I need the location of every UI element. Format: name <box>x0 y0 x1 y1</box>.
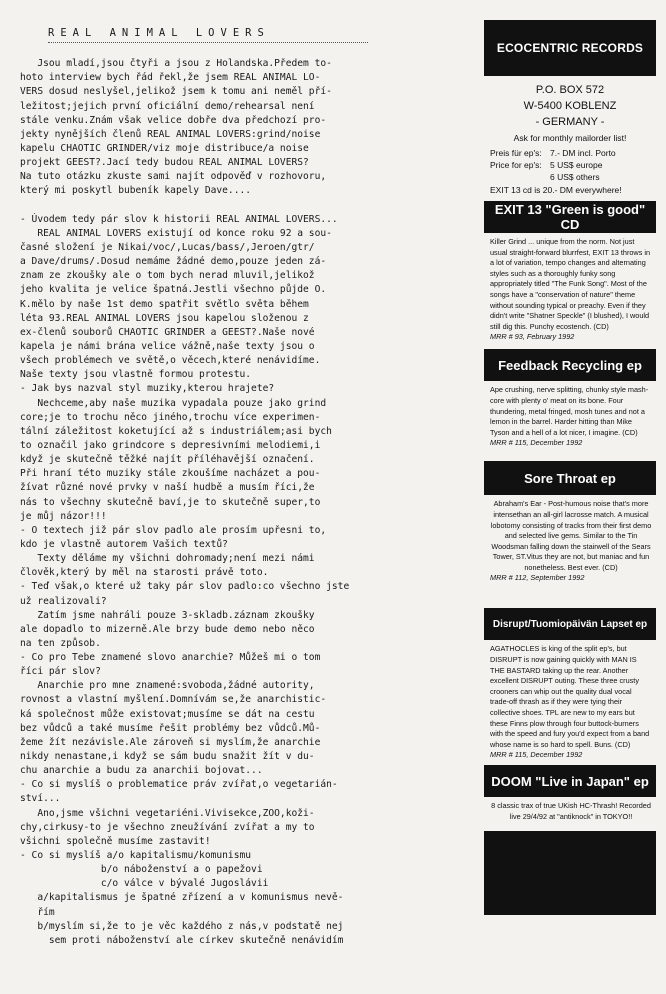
interview-column <box>20 26 475 948</box>
price-value: 6 US$ others <box>550 172 600 182</box>
interview-line: - Teď však,o které už taky pár slov padlo:co všechno jste <box>20 581 350 593</box>
price-value: 7.- DM incl. Porto <box>550 148 616 158</box>
interview-line: b/o náboženství a o papežovi <box>20 864 263 876</box>
interview-line: bez vůdců a také musíme řešit problémy bez vůdců.Mů- <box>20 722 321 734</box>
interview-line: ex-členů souborů CHAOTIC GRINDER a GEEST?.Naše nové <box>20 326 315 338</box>
interview-line: Nechceme,aby naše muzika vypadala pouze jako grind <box>20 397 327 409</box>
interview-line: stále venku.Znám však velice dobře dva předchozí pro- <box>20 114 327 126</box>
interview-line: - Jak bys nazval styl muziky,kterou hrajete? <box>20 383 275 395</box>
black-filler-box <box>484 831 656 915</box>
interview-line: - Úvodem tedy pár slov k historii REAL ANIMAL LOVERS... <box>20 213 338 225</box>
interview-line: léta 93.REAL ANIMAL LOVERS jsou kapelou složenou z <box>20 312 309 324</box>
interview-line: všichni společně musíme zastavit! <box>20 835 211 847</box>
interview-line: ale dopadlo to mizerně.Ale brzy bude demo nebo něco <box>20 623 315 635</box>
interview-line: nás to všechny skutečně baví,je to skutečně super,to <box>20 496 321 508</box>
disrupt-split-title: Disrupt/Tuomiopäivän Lapset ep <box>484 608 656 640</box>
disrupt-split-review: AGATHOCLES is king of the split ep's, but DISRUPT is now gaining quickly with MAN IS THE BASTARD taking up the rear. Another excellent DISRUPT outing. These three crusty crooners can whip out the quality dual vocal trade-off thrash as if they were tying their collective shoes. TPL are new to my ears but these Finns plow through four buttock-burners with the speed and fury you'd expect from a band whose name is so hard to spell. Buns. (CD) <box>490 644 650 749</box>
interview-line: znam ze zkoušky ale o tom bych nerad mluvil,jelikož <box>20 270 315 282</box>
interview-line: chy,cirkusy-to je všechno zneužívání zvířat a my to <box>20 821 315 833</box>
exit13-review: Killer Grind ... unique from the norm. Not just usual straight-forward blurrfest, EXIT 13 throws in a lot of variation, tempo changes and alternating styles such as a thoroughly funky song appropriately titled "The Funk Song". Most of the songs have a "conservation of nature" theme without sounding typical or preachy. Even if they didn't write "Shatner Speckle" (I blushed), I would still dig this. Punchy ecostench. (CD) <box>490 237 651 331</box>
address-line: W-5400 KOBLENZ <box>523 100 617 112</box>
interview-line: ležitost;jejich první oficiální demo/rehearsal není <box>20 100 315 112</box>
exit13-price-note: EXIT 13 cd is 20.- DM everywhere! <box>490 185 622 195</box>
interview-line: REAL ANIMAL LOVERS existují od konce roku 92 a sou- <box>20 227 332 239</box>
interview-line: jekty nynějších členů REAL ANIMAL LOVERS:grind/noise <box>20 128 321 140</box>
interview-line: rovnost a vlastní myšlení.Domnívám se,že anarchistic- <box>20 694 327 706</box>
interview-line: Anarchie pro mne znamené:svoboda,žádné autority, <box>20 680 315 692</box>
label-name-banner: ECOCENTRIC RECORDS <box>484 20 656 76</box>
interview-line: hoto interview bych řád řekl,že jsem REAL ANIMAL LO- <box>20 72 321 84</box>
interview-line: kapelu CHAOTIC GRINDER/viz moje distribuce/a noise <box>20 143 309 154</box>
interview-line: sem proti náboženství ale církev skutečně nenávidím <box>20 934 344 946</box>
interview-line: - Co pro Tebe znamené slovo anarchie? Můžeš mi o tom <box>20 652 321 664</box>
interview-line: Naše texty jsou vlastně formou protestu. <box>20 369 252 381</box>
interview-line: žívat různé nové prvky v naší hudbě a musím říci,že <box>20 482 315 494</box>
sore-throat-source: MRR # 112, September 1992 <box>490 573 585 583</box>
interview-line: tální záležitost koketující až s industriálem;asi bych <box>20 425 332 437</box>
interview-line: to označil jako grindcore s depresivními melodiemi,i <box>20 439 321 451</box>
article-title: REAL ANIMAL LOVERS <box>48 26 368 43</box>
interview-line: b/myslím si,že to je věc každého z nás,v podstatě nej <box>20 920 344 932</box>
interview-line: říci pár slov? <box>20 666 101 678</box>
interview-line: jeho kvalita je velice špatná.Jestli všechno půjde O. <box>20 284 327 296</box>
interview-line <box>20 199 475 213</box>
interview-line: ká společnost může existovat;musíme se dát na cestu <box>20 708 315 720</box>
exit13-cd-title: EXIT 13 "Green is good" CD <box>484 201 656 233</box>
address-line: P.O. BOX 572 <box>535 84 605 96</box>
label-address <box>484 82 656 130</box>
interview-line: když je skutečně těžké najít příléhavější označení. <box>20 454 315 466</box>
interview-line: už realizovali? <box>20 595 107 607</box>
price-label <box>490 171 550 183</box>
interview-line: - Co si myslíš a/o kapitalismu/komunismu <box>20 850 252 862</box>
price-label: Price for ep's: <box>490 160 542 170</box>
interview-line: Zatím jsme nahráli pouze 3-skladb.záznam zkoušky <box>20 609 315 621</box>
price-list <box>490 147 656 183</box>
sore-throat-title: Sore Throat ep <box>484 461 656 495</box>
feedback-recycling-source: MRR # 115, December 1992 <box>490 438 583 448</box>
interview-line: který mi poskytl bubeník kapely Dave.... <box>20 185 252 197</box>
interview-line: projekt GEEST?.Jací tedy budou REAL ANIMAL LOVERS? <box>20 157 309 169</box>
interview-line: chu anarchie a budu za anarchii bojovat... <box>20 765 263 777</box>
mailorder-note: Ask for monthly mailorder list! <box>513 133 627 143</box>
price-value: 5 US$ europe <box>550 160 603 170</box>
price-label: Preis für ep's: <box>490 148 542 158</box>
interview-line: c/o válce v bývalé Jugoslávii <box>20 878 269 890</box>
doom-live-title: DOOM "Live in Japan" ep <box>484 765 656 797</box>
interview-line: ství... <box>20 793 61 805</box>
interview-line: VERS dosud neslyšel,jelikož jsem k tomu ani neměl pří- <box>20 86 332 98</box>
interview-line: Texty děláme my všichni dohromady;není mezi námi <box>20 553 315 565</box>
interview-line: - Co si myslíš o problematice práv zvířat,o vegetarián- <box>20 779 338 791</box>
interview-line: časné složení je Nikai/voc/,Lucas/bass/,Jeroen/gtr/ <box>20 241 315 253</box>
interview-line: kdo je vlastně autorem Vašich textů? <box>20 538 228 550</box>
interview-line: všech problémech ve světě,o věcech,které nenávidíme. <box>20 355 321 367</box>
interview-text <box>20 57 475 948</box>
interview-line: nikdy nenastane,i když se sám budu snažit žít v du- <box>20 751 315 763</box>
feedback-recycling-review: Ape crushing, nerve splitting, chunky style mash-core with plenty o' meat on its bone. Four thundering, metal fringed, mosh tunes and not a lemon in the barrel. Harder hitting than Mike Tyson and a hell of a lot nicer, I imagine. (CD) <box>490 385 649 437</box>
interview-line: a Dave/drums/.Dosud nemáme žádné demo,pouze jeden zá- <box>20 256 327 268</box>
interview-line: a/kapitalismus je špatné zřízení a v komunismus nevě- <box>20 892 344 904</box>
disrupt-split-source: MRR # 115, December 1992 <box>490 750 583 760</box>
interview-line: na ten způsob. <box>20 637 101 649</box>
feedback-recycling-title: Feedback Recycling ep <box>484 349 656 381</box>
ecocentric-ad-column <box>484 20 656 915</box>
interview-line: žeme žít nezávisle.Ale zároveň si myslím,že anarchie <box>20 736 321 748</box>
interview-line: - O textech již pár slov padlo ale prosím upřesni to, <box>20 524 327 536</box>
interview-line: je můj názor!!! <box>20 510 107 522</box>
interview-line: člověk,který by měl na starosti právě toto. <box>20 567 269 579</box>
address-line: - GERMANY - <box>535 116 605 128</box>
interview-line: core;je to trochu něco jiného,trochu více experimen- <box>20 411 321 423</box>
exit13-review-source: MRR # 93, February 1992 <box>490 332 575 342</box>
interview-line: K.mělo by naše 1st demo spatřit světlo světa během <box>20 298 309 310</box>
interview-line: Při hraní této muziky stále zkoušíme nacházet a pou- <box>20 468 321 480</box>
interview-line: Na tuto otázku zkuste sami najít odpověď v rozhovoru, <box>20 171 327 183</box>
interview-line: Ano,jsme všichni vegetariéni.Vivisekce,ZOO,koži- <box>20 807 315 819</box>
interview-line: řím <box>20 906 55 918</box>
interview-line: kapela je námi brána velice vážně,naše texty jsou o <box>20 340 315 352</box>
sore-throat-review: Abraham's Ear - Post-humous noise that's more intensethan an all-girl lacrosse match. A musical lobotomy consisting of tracks from their first demo and selected live gems. Similar to the Tin Woodsman falling down the stairwell of the Sears Tower, ST.Vitus they are not, but maniac and fun nonetheless. Best ever. (CD) <box>490 499 652 572</box>
doom-live-review: 8 classic trax of true UKish HC-Thrash! Recorded live 29/4/92 at "antiknock" in TOKYO!! <box>491 801 651 821</box>
interview-line: Jsou mladí,jsou čtyři a jsou z Holandska.Předem to- <box>20 58 332 70</box>
